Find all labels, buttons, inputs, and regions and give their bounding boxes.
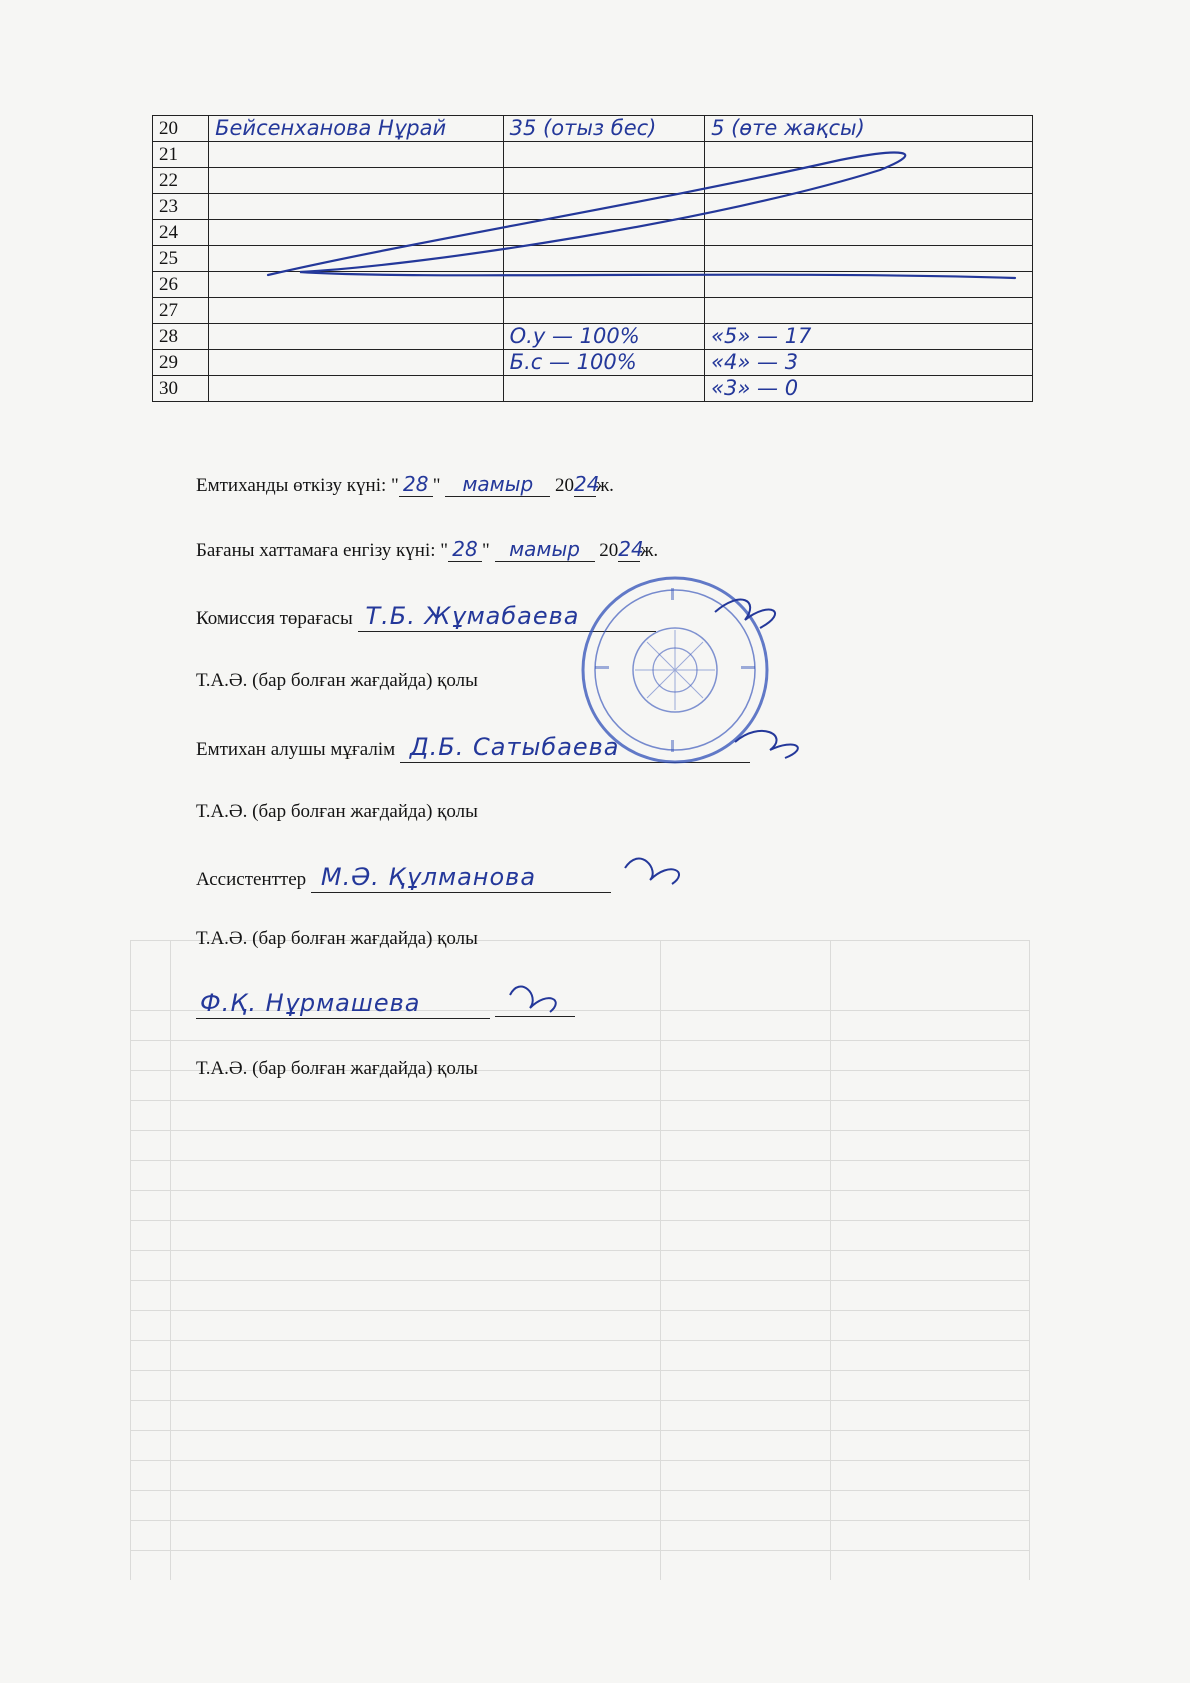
- exam-date-label: Емтиханды өткізу күні: ": [196, 475, 399, 496]
- grade-date-label: Бағаны хаттамаға енгізу күні: ": [196, 540, 449, 561]
- grade-cell: [705, 168, 1033, 194]
- official-stamp: [575, 570, 775, 770]
- grade-cell-text: «5» — 17: [711, 324, 812, 348]
- student-name: [209, 298, 504, 324]
- row-number-text: 27: [159, 300, 178, 321]
- student-name: [209, 168, 504, 194]
- score-cell: [503, 168, 704, 194]
- grade-cell: [705, 298, 1033, 324]
- assistant-2-caption: Т.А.Ә. (бар болған жағдайда) қолы: [196, 1058, 478, 1079]
- grade-cell: [705, 324, 1033, 350]
- score-cell: [503, 116, 704, 142]
- row-number: [153, 272, 209, 298]
- assistant-2-signature: Ф.Қ. Нұрмашева: [196, 990, 490, 1019]
- assistants-line: [196, 864, 611, 893]
- grade-date-line: Бағаны хаттамаға енгізу күні: " 28 " мамыр 2024ж.: [196, 537, 659, 561]
- exam-date-year-prefix: 20: [555, 475, 575, 496]
- row-number-text: 28: [159, 326, 178, 347]
- table-row: [153, 246, 1033, 272]
- grade-cell: [705, 246, 1033, 272]
- score-cell-text: О.у — 100%: [509, 324, 640, 348]
- table-row: [153, 220, 1033, 246]
- assistant-2-line: [196, 990, 575, 1019]
- assistant-1-signature-mark: [625, 859, 679, 884]
- teacher-signature: Д.Б. Сатыбаева: [400, 734, 750, 763]
- table-row: [153, 376, 1033, 402]
- assistant-1-signature: М.Ә. Құлманова: [311, 864, 611, 893]
- student-name-text: Бейсенханова Нұрай: [215, 116, 447, 140]
- grade-cell: [705, 194, 1033, 220]
- grade-cell: [705, 350, 1033, 376]
- grade-cell-text: 5 (өте жақсы): [711, 116, 865, 140]
- row-number-text: 22: [159, 170, 178, 191]
- row-number: [153, 142, 209, 168]
- grade-date-year-prefix: 20: [599, 540, 619, 561]
- reverse-side-bleed: [130, 940, 1030, 1580]
- row-number: [153, 376, 209, 402]
- score-cell: [503, 246, 704, 272]
- row-number-text: 20: [159, 118, 178, 139]
- exam-date-line: Емтиханды өткізу күні: " 28 " мамыр 2024ж.: [196, 472, 614, 496]
- grade-date-month: мамыр: [495, 538, 595, 562]
- row-number: [153, 194, 209, 220]
- grade-cell: [705, 116, 1033, 142]
- table-row: [153, 350, 1033, 376]
- table-row: [153, 142, 1033, 168]
- grade-cell: [705, 142, 1033, 168]
- score-cell: [503, 298, 704, 324]
- student-name: [209, 376, 504, 402]
- table-row: [153, 194, 1033, 220]
- row-number: [153, 116, 209, 142]
- student-name: [209, 350, 504, 376]
- row-number-text: 26: [159, 274, 178, 295]
- exam-date-month: мамыр: [445, 473, 550, 497]
- row-number: [153, 246, 209, 272]
- row-number: [153, 350, 209, 376]
- student-name: [209, 220, 504, 246]
- score-cell: [503, 324, 704, 350]
- exam-date-unit: ж.: [596, 475, 614, 496]
- assistant-2-signature-mark: [495, 993, 575, 1017]
- score-cell: [503, 376, 704, 402]
- teacher-label: Емтихан алушы мұғалім: [196, 739, 396, 760]
- student-name: [209, 272, 504, 298]
- grade-cell: [705, 220, 1033, 246]
- row-number: [153, 324, 209, 350]
- row-number-text: 30: [159, 378, 178, 399]
- grade-cell: [705, 376, 1033, 402]
- grade-cell-text: «4» — 3: [711, 350, 799, 374]
- student-name: [209, 246, 504, 272]
- score-cell: [503, 272, 704, 298]
- grade-date-day: 28: [448, 538, 482, 562]
- score-cell: [503, 142, 704, 168]
- row-number: [153, 220, 209, 246]
- score-cell: [503, 194, 704, 220]
- table-row: [153, 324, 1033, 350]
- chair-caption: Т.А.Ә. (бар болған жағдайда) қолы: [196, 670, 478, 691]
- row-number: [153, 298, 209, 324]
- grade-date-year-suffix: 24: [618, 537, 644, 561]
- score-cell: [503, 220, 704, 246]
- exam-date-year-suffix: 24: [574, 472, 600, 496]
- grade-cell-text: «3» — 0: [711, 376, 799, 400]
- table-row: [153, 272, 1033, 298]
- row-number-text: 21: [159, 144, 178, 165]
- score-cell-text: 35 (отыз бес): [509, 116, 657, 140]
- student-name: [209, 116, 504, 142]
- table-row: [153, 298, 1033, 324]
- assistants-label: Ассистенттер: [196, 869, 307, 890]
- results-table: [152, 115, 1033, 402]
- assistant-1-caption: Т.А.Ә. (бар болған жағдайда) қолы: [196, 928, 478, 949]
- exam-date-day: 28: [399, 473, 433, 497]
- chair-signature: Т.Б. Жұмабаева: [358, 603, 656, 632]
- score-cell: [503, 350, 704, 376]
- grade-date-unit: ж.: [640, 540, 659, 561]
- row-number-text: 23: [159, 196, 178, 217]
- row-number-text: 25: [159, 248, 178, 269]
- chair-label: Комиссия төрағасы: [196, 608, 353, 629]
- score-cell-text: Б.с — 100%: [509, 350, 637, 374]
- row-number-text: 29: [159, 352, 178, 373]
- row-number: [153, 168, 209, 194]
- table-row: [153, 168, 1033, 194]
- student-name: [209, 324, 504, 350]
- table-row: [153, 116, 1033, 142]
- grade-cell: [705, 272, 1033, 298]
- student-name: [209, 142, 504, 168]
- row-number-text: 24: [159, 222, 178, 243]
- student-name: [209, 194, 504, 220]
- teacher-caption: Т.А.Ә. (бар болған жағдайда) қолы: [196, 801, 478, 822]
